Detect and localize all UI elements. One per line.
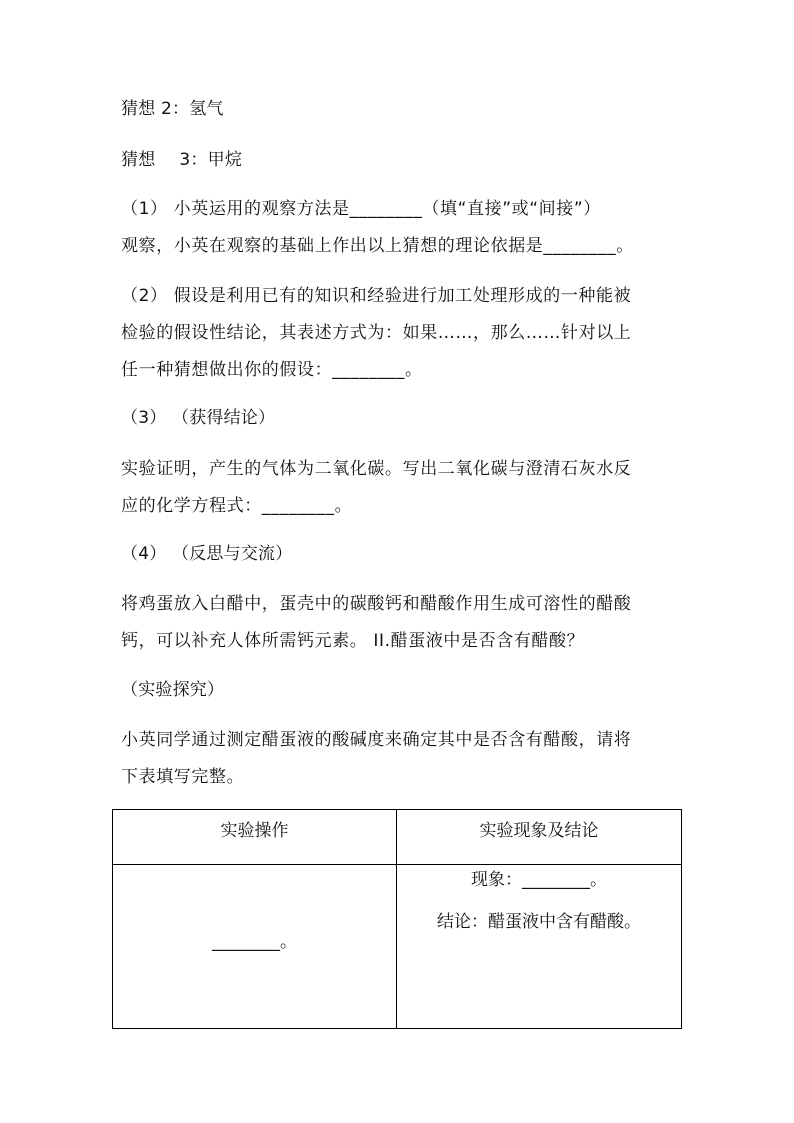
result-cell: [397, 865, 682, 1029]
inquiry-line-1: 小英同学通过测定醋蛋液的酸碱度来确定其中是否含有醋酸，请将: [121, 730, 632, 750]
table-row: [113, 865, 682, 1029]
column-header-operation: 实验操作: [113, 810, 397, 865]
question-2-line-3: 任一种猜想做出你的假设：________。: [121, 360, 423, 380]
observation-text[interactable]: 现象：________。: [471, 870, 607, 890]
question-1-line-1: （1） 小英运用的观察方法是________（填“直接”或“间接”）: [121, 199, 601, 219]
hypothesis-3-label: 猜想: [121, 150, 156, 170]
question-4-header: （4） （反思与交流）: [121, 544, 293, 564]
inquiry-line-2: 下表填写完整。: [121, 767, 245, 787]
question-2-line-1: （2） 假设是利用已有的知识和经验进行加工处理形成的一种能被: [121, 286, 632, 306]
question-3-line-2: 应的化学方程式：________。: [121, 496, 353, 516]
hypothesis-3-text: 3：甲烷: [179, 150, 243, 170]
question-2-line-2: 检验的假设性结论，其表述方式为：如果……，那么……针对以上: [121, 323, 632, 343]
question-3-header: （3） （获得结论）: [121, 408, 276, 428]
question-4-line-2: 钙，可以补充人体所需钙元素。 II.醋蛋液中是否含有醋酸？: [121, 631, 585, 651]
inquiry-header: （实验探究）: [121, 680, 225, 700]
question-3-line-1: 实验证明，产生的气体为二氧化碳。写出二氧化碳与澄清石灰水反: [121, 459, 632, 479]
column-header-result: 实验现象及结论: [397, 810, 682, 865]
conclusion-text: 结论：醋蛋液中含有醋酸。: [437, 912, 641, 932]
hypothesis-3: [121, 149, 681, 171]
table-header-row: [113, 810, 682, 865]
question-1-line-2: 观察，小英在观察的基础上作出以上猜想的理论依据是________。: [121, 236, 634, 256]
experiment-table: [112, 809, 682, 1029]
question-4-line-1: 将鸡蛋放入白醋中，蛋壳中的碳酸钙和醋酸作用生成可溶性的醋酸: [121, 594, 632, 614]
hypothesis-2: 猜想 2：氢气: [121, 99, 224, 119]
operation-cell[interactable]: ________。: [113, 865, 397, 1029]
